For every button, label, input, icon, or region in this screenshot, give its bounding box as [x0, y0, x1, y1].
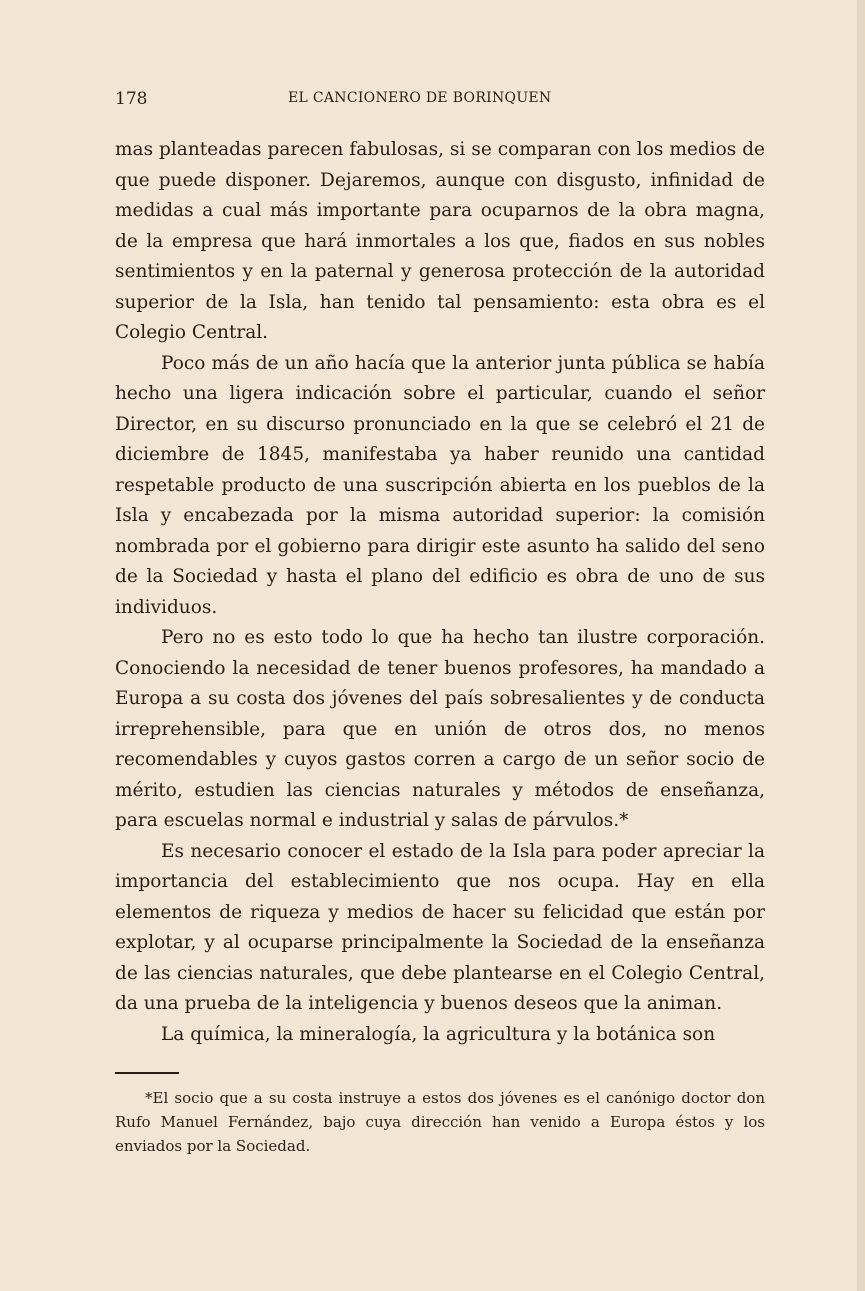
paragraph-1: mas planteadas parecen fabulosas, si se comparan con los medios de que puede disponer. Dejaremos, aunque con disgusto, infinidad de medidas a cual más importante para ocuparnos de la obra magna, de la empresa que hará inmortales a los que, fiados en sus nobles sentimientos y en la paternal y generosa protección de la autoridad superior de la Isla, han tenido tal pensamiento: esta obra es el Colegio Central.: [115, 139, 765, 343]
footnote-divider: [115, 1072, 179, 1074]
paragraph-3: Pero no es esto todo lo que ha hecho tan ilustre corporación. Conociendo la necesidad de tener buenos profesores, ha mandado a Europa a su costa dos jóvenes del país sobresalientes y de conducta irreprehensible, para que en unión de otros dos, no menos recomendables y cuyos gastos corren a cargo de un señor socio de mérito, estudien las ciencias naturales y métodos de enseñanza, para escuelas normal e industrial y salas de párvulos.*: [115, 627, 765, 831]
footnote: [115, 1086, 765, 1158]
paragraph-2: Poco más de un año hacía que la anterior junta pública se había hecho una ligera indicación sobre el particular, cuando el señor Director, en su discurso pronunciado en la que se celebró el 21 de diciembre de 1845, manifestaba ya haber reunido una cantidad respetable producto de una suscripción abierta en los pueblos de la Isla y encabezada por la misma autoridad superior: la comisión nombrada por el gobierno para dirigir este asunto ha salido del seno de la Sociedad y hasta el plano del edificio es obra de uno de sus individuos.: [115, 352, 765, 618]
paragraph-5: La química, la mineralogía, la agricultura y la botánica son: [161, 1023, 716, 1045]
page-edge: [857, 0, 865, 1291]
body-text: [115, 135, 765, 1050]
page-header: [115, 89, 765, 111]
page-number: 178: [115, 89, 148, 109]
footnote-text: *El socio que a su costa instruye a estos dos jóvenes es el canónigo doctor don Rufo Manuel Fernández, bajo cuya dirección han venido a Europa éstos y los enviados por la Sociedad.: [115, 1089, 765, 1155]
paragraph-4: Es necesario conocer el estado de la Isla para poder apreciar la importancia del establecimiento que nos ocupa. Hay en ella elementos de riqueza y medios de hacer su felicidad que están por explotar, y al ocuparse principalmente la Sociedad de la enseñanza de las ciencias naturales, que debe plantearse en el Colegio Central, da una prueba de la inteligencia y buenos deseos que la animan.: [115, 840, 765, 1014]
running-title: EL CANCIONERO DE BORINQUEN: [288, 90, 552, 106]
